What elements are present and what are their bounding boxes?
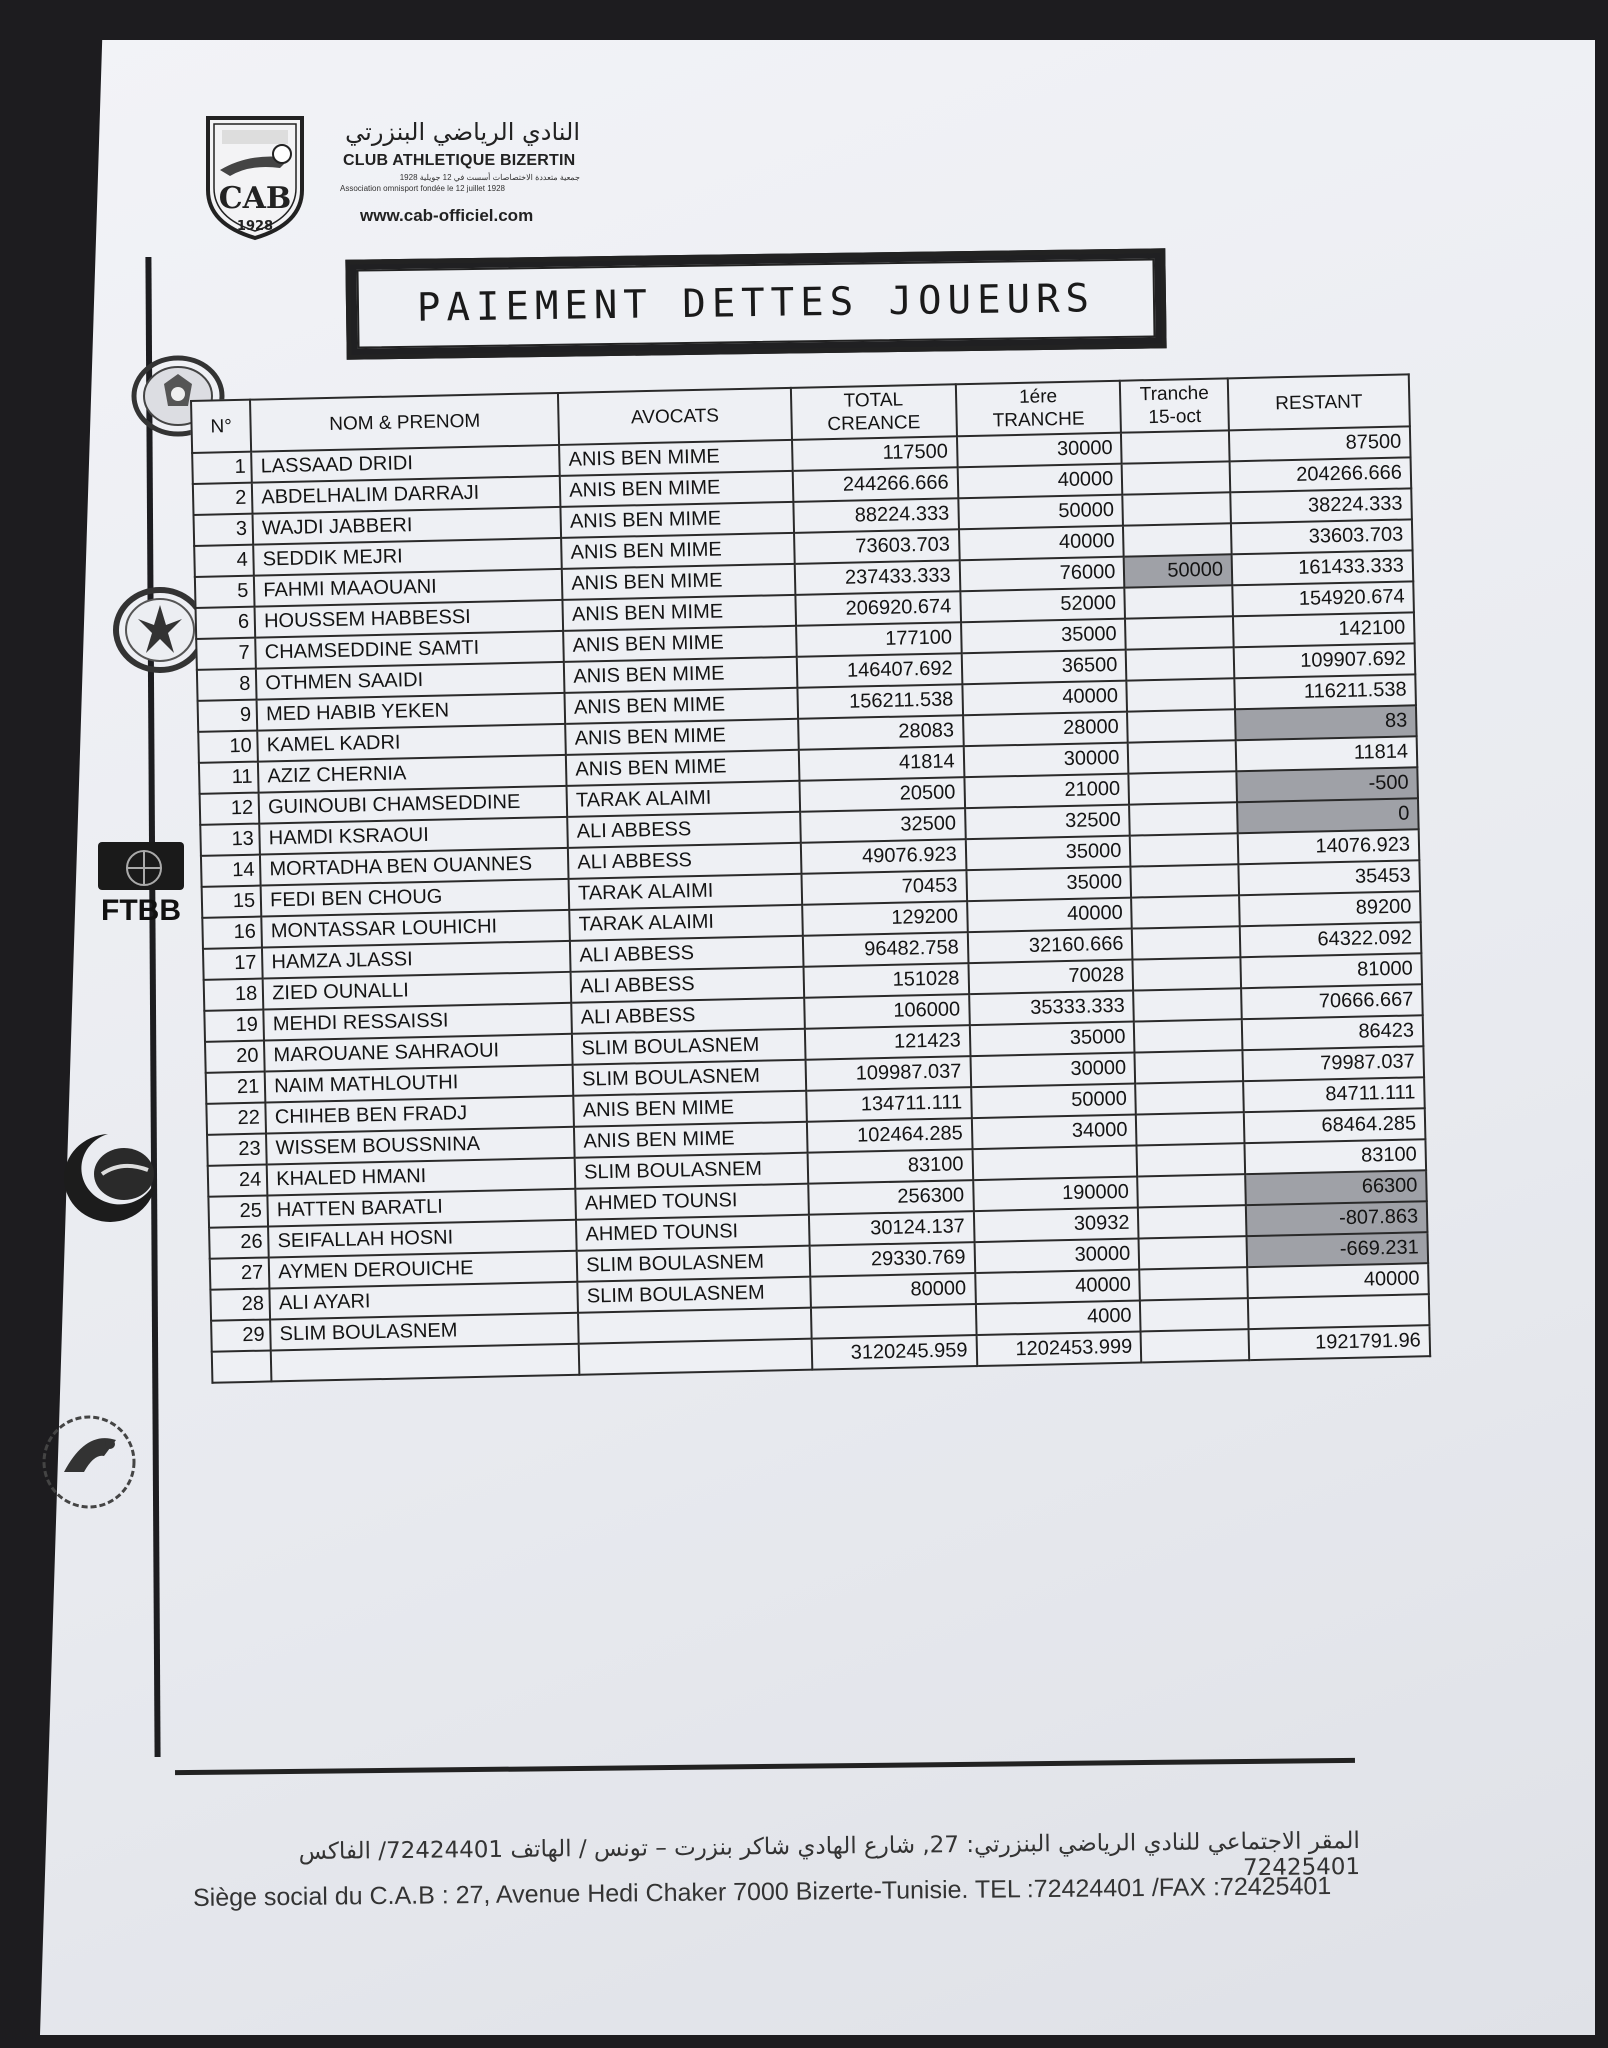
total-creance: 73603.703 bbox=[794, 529, 959, 564]
total-creance: 134711.111 bbox=[806, 1087, 971, 1122]
lawyer-name: ALI ABBESS bbox=[571, 998, 804, 1034]
club-name-french: CLUB ATHLETIQUE BIZERTIN bbox=[343, 152, 576, 169]
total-creance: 237433.333 bbox=[795, 560, 960, 595]
col-lawyer: AVOCATS bbox=[558, 388, 792, 445]
first-tranche: 35000 bbox=[965, 836, 1130, 871]
row-number: 3 bbox=[194, 514, 254, 546]
total-creance: 70453 bbox=[801, 870, 966, 905]
remaining-amount: 83100 bbox=[1245, 1139, 1427, 1174]
row-number: 7 bbox=[196, 638, 256, 670]
remaining-amount: 35453 bbox=[1238, 860, 1420, 895]
second-tranche-sum bbox=[1141, 1329, 1249, 1362]
second-tranche bbox=[1131, 864, 1239, 897]
row-number: 27 bbox=[210, 1257, 270, 1289]
row-number: 21 bbox=[206, 1072, 266, 1104]
second-tranche bbox=[1123, 492, 1231, 525]
row-number: 29 bbox=[211, 1319, 271, 1351]
second-tranche bbox=[1133, 957, 1241, 990]
first-tranche: 32500 bbox=[965, 805, 1130, 840]
lawyer-name: TARAK ALAIMI bbox=[567, 781, 800, 817]
second-tranche bbox=[1140, 1298, 1248, 1331]
lawyer-name: ANIS BEN MIME bbox=[563, 595, 796, 631]
first-tranche: 40000 bbox=[975, 1269, 1140, 1304]
player-name: MED HABIB YEKEN bbox=[257, 693, 566, 731]
first-tranche: 35333.333 bbox=[969, 991, 1134, 1026]
second-tranche bbox=[1126, 647, 1234, 680]
player-name: FEDI BEN CHOUG bbox=[261, 879, 570, 917]
lawyer-name: ANIS BEN MIME bbox=[561, 533, 794, 569]
lawyer-name: ALI ABBESS bbox=[567, 812, 800, 848]
second-tranche bbox=[1139, 1236, 1247, 1269]
player-name: MONTASSAR LOUHICHI bbox=[262, 910, 571, 948]
second-tranche bbox=[1133, 988, 1241, 1021]
total-creance: 28083 bbox=[798, 715, 963, 750]
row-number: 26 bbox=[209, 1226, 269, 1258]
page-title: PAIEMENT DETTES JOUEURS bbox=[416, 276, 1096, 331]
remaining-amount: 89200 bbox=[1239, 891, 1421, 926]
remaining-amount: 154920.674 bbox=[1232, 581, 1414, 616]
col-name: NOM & PRENOM bbox=[250, 393, 559, 452]
footer-address-arabic: المقر الاجتماعي للنادي الرياضي البنزرتي: 27, شارع الهادي شاكر بنزرت – تونس / الهاتف 72424401/ الفاكس 72425401 bbox=[298, 1827, 1361, 1882]
first-tranche: 35000 bbox=[966, 867, 1131, 902]
first-tranche: 30000 bbox=[974, 1238, 1139, 1273]
remaining-amount: 33603.703 bbox=[1231, 519, 1413, 554]
footer-address-french: Siège social du C.A.B : 27, Avenue Hedi Chaker 7000 Bizerte-Tunisie. TEL :72424401 /FAX :72425401 bbox=[192, 1872, 1332, 1912]
row-number: 13 bbox=[200, 824, 260, 856]
lawyer-name: SLIM BOULASNEM bbox=[578, 1277, 811, 1313]
remaining-amount: 38224.333 bbox=[1230, 488, 1412, 523]
remaining-amount bbox=[1248, 1294, 1430, 1329]
first-tranche: 190000 bbox=[973, 1177, 1138, 1212]
total-creance: 129200 bbox=[802, 901, 967, 936]
total-creance: 206920.674 bbox=[795, 591, 960, 626]
remaining-sum: 1921791.96 bbox=[1249, 1325, 1431, 1360]
first-tranche: 40000 bbox=[959, 526, 1124, 561]
club-website: www.cab-officiel.com bbox=[360, 206, 534, 225]
total-creance: 88224.333 bbox=[793, 498, 958, 533]
remaining-amount: 87500 bbox=[1229, 426, 1411, 461]
player-name: GUINOUBI CHAMSEDDINE bbox=[259, 786, 568, 824]
remaining-amount: 70666.667 bbox=[1241, 984, 1423, 1019]
remaining-amount: 84711.111 bbox=[1243, 1077, 1425, 1112]
lawyer-name: AHMED TOUNSI bbox=[576, 1184, 809, 1220]
row-number: 4 bbox=[194, 545, 254, 577]
first-tranche: 40000 bbox=[962, 681, 1127, 716]
first-tranche: 40000 bbox=[957, 464, 1122, 499]
second-tranche bbox=[1132, 926, 1240, 959]
row-number: 15 bbox=[202, 886, 262, 918]
basketball-icon bbox=[96, 840, 186, 892]
col-second-tranche: Tranche 15-oct bbox=[1120, 378, 1229, 432]
first-tranche: 50000 bbox=[971, 1084, 1136, 1119]
club-name-arabic: النادي الرياضي البنزرتي bbox=[345, 118, 580, 146]
player-name: ABDELHALIM DARRAJI bbox=[252, 476, 561, 514]
player-name: HATTEN BARATLI bbox=[268, 1189, 577, 1227]
total-creance: 83100 bbox=[807, 1149, 972, 1184]
lawyer-name: ALI ABBESS bbox=[568, 843, 801, 879]
lawyer-name: ANIS BEN MIME bbox=[574, 1122, 807, 1158]
remaining-amount: 14076.923 bbox=[1238, 829, 1420, 864]
lawyer-name: ANIS BEN MIME bbox=[560, 471, 793, 507]
lawyer-name: ANIS BEN MIME bbox=[566, 750, 799, 786]
col-remaining: RESTANT bbox=[1228, 374, 1410, 430]
total-creance: 117500 bbox=[792, 436, 957, 471]
lawyer-name: ALI ABBESS bbox=[570, 936, 803, 972]
row-number: 18 bbox=[204, 979, 264, 1011]
player-name: WISSEM BOUSSNINA bbox=[266, 1127, 575, 1165]
remaining-amount: 81000 bbox=[1240, 953, 1422, 988]
lawyer-name bbox=[578, 1308, 811, 1344]
lawyer-name: SLIM BOULASNEM bbox=[577, 1246, 810, 1282]
row-number: 24 bbox=[208, 1165, 268, 1197]
first-tranche: 35000 bbox=[961, 619, 1126, 654]
total-creance: 156211.538 bbox=[797, 684, 962, 719]
second-tranche bbox=[1127, 678, 1235, 711]
first-tranche: 30000 bbox=[970, 1053, 1135, 1088]
total-creance: 146407.692 bbox=[797, 653, 962, 688]
total-creance: 244266.666 bbox=[793, 467, 958, 502]
second-tranche bbox=[1125, 616, 1233, 649]
first-tranche-sum: 1202453.999 bbox=[976, 1331, 1141, 1366]
row-number: 2 bbox=[193, 483, 253, 515]
svg-text:1928: 1928 bbox=[236, 219, 274, 234]
row-number: 9 bbox=[198, 700, 258, 732]
total-creance: 109987.037 bbox=[805, 1056, 970, 1091]
player-name: HAMZA JLASSI bbox=[262, 941, 571, 979]
remaining-amount: -500 bbox=[1236, 767, 1418, 802]
second-tranche bbox=[1127, 709, 1235, 742]
row-number: 28 bbox=[210, 1288, 270, 1320]
total-creance: 29330.769 bbox=[809, 1242, 974, 1277]
club-logo bbox=[200, 112, 310, 242]
second-tranche bbox=[1140, 1267, 1248, 1300]
first-tranche: 34000 bbox=[971, 1115, 1136, 1150]
first-tranche: 70028 bbox=[968, 960, 1133, 995]
lawyer-name: ANIS BEN MIME bbox=[562, 564, 795, 600]
first-tranche: 36500 bbox=[961, 650, 1126, 685]
second-tranche bbox=[1138, 1174, 1246, 1207]
first-tranche: 4000 bbox=[976, 1300, 1141, 1335]
row-number: 23 bbox=[207, 1134, 267, 1166]
col-total: TOTAL CREANCE bbox=[791, 384, 957, 440]
remaining-amount: 86423 bbox=[1242, 1015, 1424, 1050]
second-tranche bbox=[1128, 740, 1236, 773]
first-tranche bbox=[972, 1146, 1137, 1181]
lawyer-name: ANIS BEN MIME bbox=[561, 502, 794, 538]
second-tranche bbox=[1125, 585, 1233, 618]
second-tranche bbox=[1135, 1050, 1243, 1083]
player-name: AYMEN DEROUICHE bbox=[269, 1251, 578, 1289]
first-tranche: 21000 bbox=[964, 774, 1129, 809]
total-creance: 102464.285 bbox=[807, 1118, 972, 1153]
row-number: 5 bbox=[195, 576, 255, 608]
second-tranche bbox=[1122, 461, 1230, 494]
second-tranche bbox=[1135, 1081, 1243, 1114]
total-creance: 49076.923 bbox=[801, 839, 966, 874]
row-number: 17 bbox=[203, 948, 263, 980]
first-tranche: 52000 bbox=[960, 588, 1125, 623]
remaining-amount: 0 bbox=[1237, 798, 1419, 833]
ftbb-logo: FTBB bbox=[96, 840, 186, 926]
lawyer-name: TARAK ALAIMI bbox=[569, 905, 802, 941]
second-tranche bbox=[1136, 1112, 1244, 1145]
lawyer-name: SLIM BOULASNEM bbox=[572, 1029, 805, 1065]
row-number: 12 bbox=[200, 793, 260, 825]
svg-text:CAB: CAB bbox=[218, 181, 292, 216]
first-tranche: 40000 bbox=[967, 898, 1132, 933]
remaining-amount: 68464.285 bbox=[1244, 1108, 1426, 1143]
lawyer-name: ANIS BEN MIME bbox=[565, 688, 798, 724]
player-name: WAJDI JABBERI bbox=[253, 507, 562, 545]
second-tranche bbox=[1137, 1143, 1245, 1176]
lawyer-name: ANIS BEN MIME bbox=[565, 719, 798, 755]
club-founded: جمعية متعددة الاختصاصات أسست في 12 جويلية 1928 Association omnisport fondée le 12 juillet 1928 bbox=[340, 173, 580, 193]
total-creance: 20500 bbox=[799, 777, 964, 812]
remaining-amount: -807.863 bbox=[1246, 1201, 1428, 1236]
row-number: 20 bbox=[205, 1041, 265, 1073]
row-number: 8 bbox=[197, 669, 257, 701]
second-tranche bbox=[1134, 1019, 1242, 1052]
lawyer-name: SLIM BOULASNEM bbox=[573, 1060, 806, 1096]
remaining-amount: 116211.538 bbox=[1234, 674, 1416, 709]
row-number: 19 bbox=[204, 1010, 264, 1042]
first-tranche: 32160.666 bbox=[967, 929, 1132, 964]
lawyer-name: SLIM BOULASNEM bbox=[575, 1153, 808, 1189]
lawyer-name: AHMED TOUNSI bbox=[576, 1215, 809, 1251]
col-number: N° bbox=[191, 400, 251, 453]
remaining-amount: 79987.037 bbox=[1242, 1046, 1424, 1081]
first-tranche: 30000 bbox=[957, 433, 1122, 468]
first-tranche: 76000 bbox=[959, 557, 1124, 592]
sport-federation-logo bbox=[34, 1410, 144, 1514]
remaining-amount: 161433.333 bbox=[1232, 550, 1414, 585]
second-tranche bbox=[1121, 430, 1229, 463]
first-tranche: 35000 bbox=[969, 1022, 1134, 1057]
row-number: 10 bbox=[198, 731, 258, 763]
lawyer-name: ANIS BEN MIME bbox=[573, 1091, 806, 1127]
second-tranche: 50000 bbox=[1124, 554, 1232, 587]
lawyer-name: TARAK ALAIMI bbox=[569, 874, 802, 910]
swimming-federation-logo bbox=[52, 1128, 164, 1224]
total-creance-sum: 3120245.959 bbox=[811, 1335, 976, 1370]
player-name: FAHMI MAAOUANI bbox=[254, 569, 563, 607]
remaining-amount: -669.231 bbox=[1247, 1232, 1429, 1267]
player-name: OTHMEN SAAIDI bbox=[256, 662, 565, 700]
totals-lawyer-cell bbox=[579, 1339, 812, 1375]
second-tranche bbox=[1129, 771, 1237, 804]
first-tranche: 50000 bbox=[958, 495, 1123, 530]
remaining-amount: 142100 bbox=[1233, 612, 1415, 647]
remaining-amount: 11814 bbox=[1236, 736, 1418, 771]
second-tranche bbox=[1130, 833, 1238, 866]
player-name: SEIFALLAH HOSNI bbox=[268, 1220, 577, 1258]
second-tranche bbox=[1129, 802, 1237, 835]
total-creance bbox=[811, 1304, 976, 1339]
total-creance: 41814 bbox=[799, 746, 964, 781]
player-name: CHAMSEDDINE SAMTI bbox=[255, 631, 564, 669]
player-name: ZIED OUNALLI bbox=[263, 972, 572, 1010]
row-number: 25 bbox=[208, 1195, 268, 1227]
row-number: 14 bbox=[201, 855, 261, 887]
player-name: KAMEL KADRI bbox=[257, 724, 566, 762]
player-name: HAMDI KSRAOUI bbox=[259, 817, 568, 855]
player-name: HOUSSEM HABBESSI bbox=[255, 600, 564, 638]
lawyer-name: ALI ABBESS bbox=[571, 967, 804, 1003]
totals-number-cell bbox=[212, 1350, 272, 1382]
second-tranche bbox=[1138, 1205, 1246, 1238]
remaining-amount: 204266.666 bbox=[1230, 457, 1412, 492]
total-creance: 80000 bbox=[810, 1273, 975, 1308]
first-tranche: 30932 bbox=[973, 1208, 1138, 1243]
player-name: AZIZ CHERNIA bbox=[258, 755, 567, 793]
debts-table bbox=[190, 373, 1431, 1383]
row-number: 16 bbox=[202, 917, 262, 949]
total-creance: 96482.758 bbox=[803, 932, 968, 967]
row-number: 6 bbox=[196, 607, 256, 639]
remaining-amount: 64322.092 bbox=[1240, 922, 1422, 957]
total-creance: 256300 bbox=[808, 1180, 973, 1215]
player-name: LASSAAD DRIDI bbox=[251, 445, 560, 483]
remaining-amount: 40000 bbox=[1247, 1263, 1429, 1298]
player-name: SLIM BOULASNEM bbox=[270, 1313, 579, 1351]
second-tranche bbox=[1123, 523, 1231, 556]
first-tranche: 30000 bbox=[963, 743, 1128, 778]
second-tranche bbox=[1131, 895, 1239, 928]
lawyer-name: ANIS BEN MIME bbox=[559, 440, 792, 476]
total-creance: 32500 bbox=[800, 808, 965, 843]
player-name: MORTADHA BEN OUANNES bbox=[260, 848, 569, 886]
remaining-amount: 66300 bbox=[1245, 1170, 1427, 1205]
total-creance: 30124.137 bbox=[809, 1211, 974, 1246]
total-creance: 151028 bbox=[803, 963, 968, 998]
row-number: 22 bbox=[206, 1103, 266, 1135]
player-name: SEDDIK MEJRI bbox=[253, 538, 562, 576]
first-tranche: 28000 bbox=[963, 712, 1128, 747]
lawyer-name: ANIS BEN MIME bbox=[563, 626, 796, 662]
lawyer-name: ANIS BEN MIME bbox=[564, 657, 797, 693]
row-number: 1 bbox=[192, 452, 252, 484]
player-name: MEHDI RESSAISSI bbox=[264, 1003, 573, 1041]
player-name: NAIM MATHLOUTHI bbox=[265, 1065, 574, 1103]
row-number: 11 bbox=[199, 762, 259, 794]
total-creance: 121423 bbox=[805, 1025, 970, 1060]
total-creance: 177100 bbox=[796, 622, 961, 657]
col-first-tranche: 1ére TRANCHE bbox=[955, 381, 1121, 437]
player-name: MAROUANE SAHRAOUI bbox=[264, 1034, 573, 1072]
player-name: KHALED HMANI bbox=[267, 1158, 576, 1196]
player-name: ALI AYARI bbox=[270, 1282, 579, 1320]
remaining-amount: 109907.692 bbox=[1234, 643, 1416, 678]
totals-name-cell bbox=[271, 1344, 580, 1382]
remaining-amount: 83 bbox=[1235, 705, 1417, 740]
player-name: CHIHEB BEN FRADJ bbox=[266, 1096, 575, 1134]
total-creance: 106000 bbox=[804, 994, 969, 1029]
title-box bbox=[345, 248, 1166, 359]
